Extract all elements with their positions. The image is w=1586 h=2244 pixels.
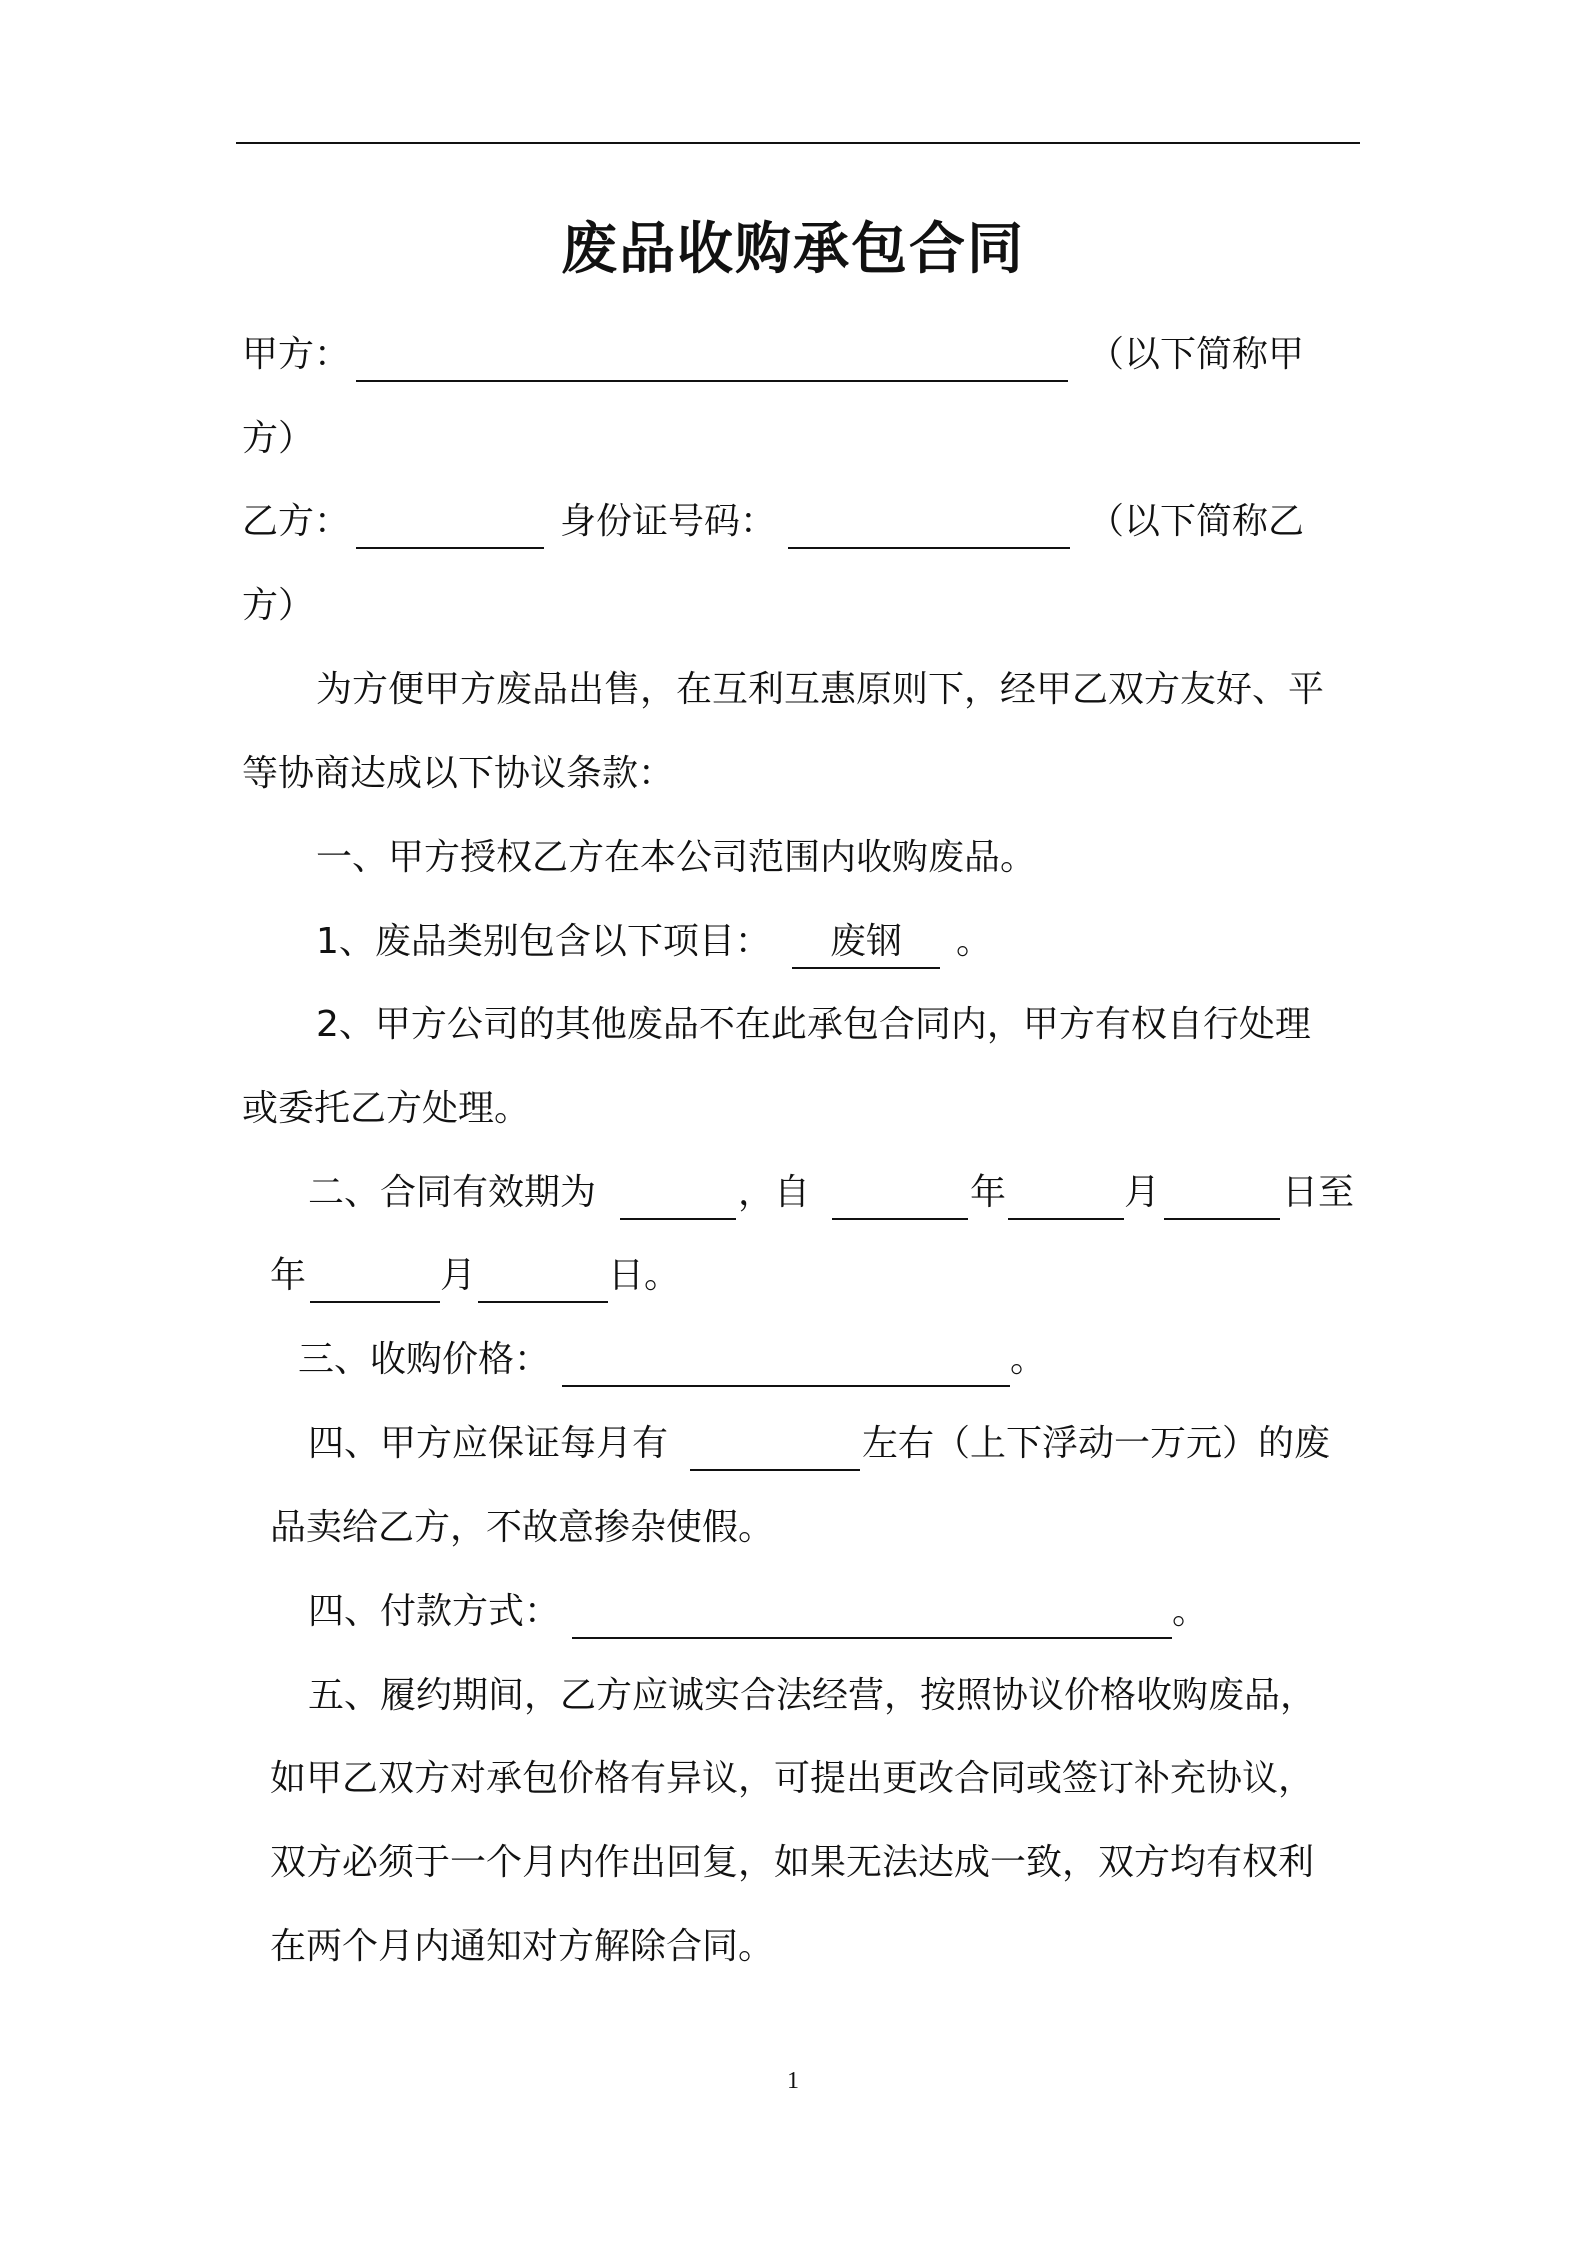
payment-method-blank[interactable]: [572, 1637, 1172, 1639]
clause-3-label: 三、收购价格：: [298, 1339, 551, 1380]
clause-2-day-to: 日至: [1282, 1172, 1355, 1213]
party-b-suffix-cont: 方）: [242, 585, 315, 626]
clause-2-label: 二、合同有效期为: [308, 1172, 597, 1213]
clause-1-item-1-end: 。: [956, 921, 993, 962]
clause-5-line-1: 五、履约期间，乙方应诚实合法经营，按照协议价格收购废品，: [308, 1675, 1317, 1716]
party-b-name-blank[interactable]: [356, 547, 544, 549]
party-a-suffix-cont: 方）: [242, 418, 315, 459]
clause-2-year-2: 年: [270, 1255, 307, 1296]
clause-1-item-2-line-1: 2、甲方公司的其他废品不在此承包合同内，甲方有权自行处理: [316, 1004, 1311, 1045]
clause-2-month-2: 月: [440, 1255, 477, 1296]
party-a-suffix: （以下简称甲: [1088, 334, 1305, 375]
clause-4b-label: 四、付款方式：: [308, 1591, 561, 1632]
header-rule: [236, 142, 1360, 144]
purchase-price-blank[interactable]: [562, 1385, 1010, 1387]
clause-2-month: 月: [1124, 1172, 1161, 1213]
party-b-label: 乙方：: [242, 501, 351, 542]
clause-4b-end: 。: [1172, 1591, 1209, 1632]
waste-category-value[interactable]: 废钢: [792, 917, 940, 969]
clause-1-main: 一、甲方授权乙方在本公司范围内收购废品。: [316, 837, 1037, 878]
party-a-label: 甲方：: [242, 334, 351, 375]
party-a-blank[interactable]: [356, 380, 1068, 382]
clause-2-year: 年: [970, 1172, 1007, 1213]
intro-line-2: 等协商达成以下协议条款：: [242, 753, 675, 794]
party-b-id-blank[interactable]: [788, 547, 1070, 549]
monthly-quantity-blank[interactable]: [690, 1469, 860, 1471]
clause-3-end: 。: [1010, 1339, 1047, 1380]
clause-5-line-4: 在两个月内通知对方解除合同。: [270, 1926, 775, 1967]
start-day-blank[interactable]: [1164, 1218, 1280, 1220]
start-month-blank[interactable]: [1008, 1218, 1124, 1220]
term-length-blank[interactable]: [620, 1218, 736, 1220]
document-title: 废品收购承包合同: [561, 217, 1025, 282]
end-month-blank[interactable]: [310, 1301, 440, 1303]
clause-1-item-2-line-2: 或委托乙方处理。: [242, 1088, 531, 1129]
clause-5-line-2: 如甲乙双方对承包价格有异议，可提出更改合同或签订补充协议，: [270, 1758, 1315, 1799]
intro-line-1: 为方便甲方废品出售，在互利互惠原则下，经甲乙双方友好、平: [316, 669, 1325, 710]
party-b-suffix: （以下简称乙: [1088, 501, 1305, 542]
clause-4a-label: 四、甲方应保证每月有: [308, 1423, 669, 1464]
clause-4a-rest: 左右（上下浮动一万元）的废: [862, 1423, 1331, 1464]
clause-1-item-1-label: 1、废品类别包含以下项目：: [316, 921, 771, 962]
clause-2-from: ，自: [738, 1172, 811, 1213]
page-number: 1: [787, 2068, 799, 2094]
clause-5-line-3: 双方必须于一个月内作出回复，如果无法达成一致，双方均有权利: [270, 1842, 1315, 1883]
clause-2-day-2: 日。: [608, 1255, 681, 1296]
end-day-blank[interactable]: [478, 1301, 608, 1303]
clause-4a-line-2: 品卖给乙方，不故意掺杂使假。: [270, 1507, 775, 1548]
start-year-blank[interactable]: [832, 1218, 968, 1220]
party-b-id-label: 身份证号码：: [560, 501, 777, 542]
